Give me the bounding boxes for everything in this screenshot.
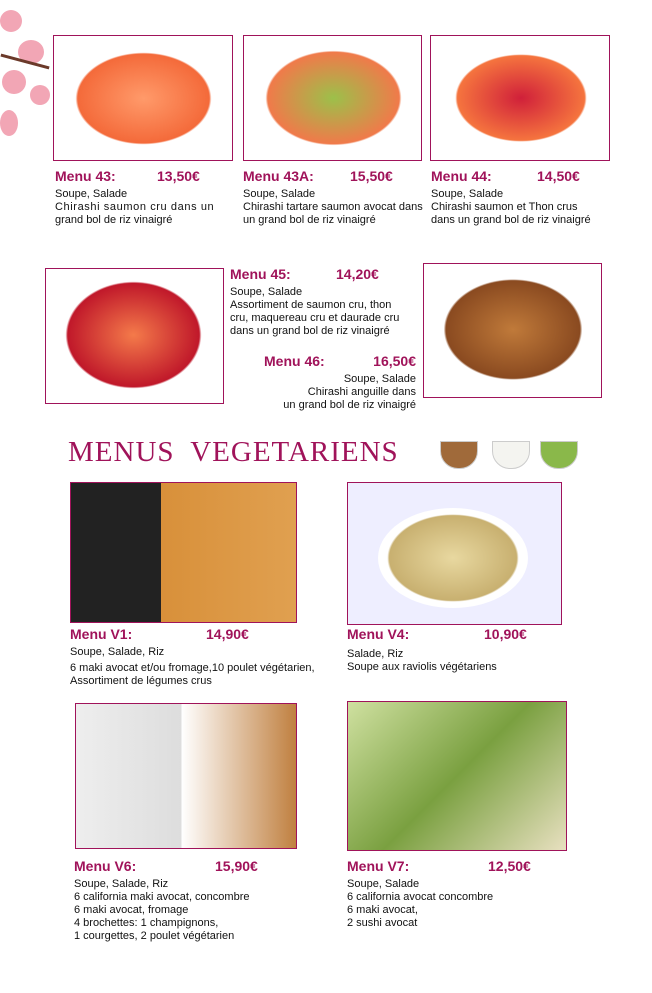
menu-46-photo	[423, 263, 602, 398]
menu-line: Salade, Riz	[347, 648, 404, 660]
menu-name: Menu V6:	[74, 858, 137, 874]
menu-v4-photo	[347, 482, 562, 625]
menu-item	[250, 355, 416, 412]
menu-name: Menu V4:	[347, 626, 410, 642]
menu-v7-photo	[347, 701, 567, 851]
menu-line: 4 brochettes: 1 champignons,	[74, 917, 219, 929]
menu-price: 13,50€	[157, 168, 200, 184]
menu-line: Soupe, Salade	[431, 188, 504, 200]
menu-price: 15,90€	[215, 858, 258, 874]
menu-line: Soupe, Salade, Riz	[70, 646, 165, 658]
section-title: MENUS VEGETARIENS	[68, 436, 399, 468]
menu-line: Chirashi saumon cru dans un	[55, 201, 215, 213]
menu-line: Chirashi anguille dans	[307, 386, 416, 398]
soup-bowl-icon	[440, 441, 478, 469]
rice-bowl-icon	[492, 441, 530, 469]
menu-price: 12,50€	[488, 858, 531, 874]
menu-v6-photo	[75, 703, 297, 849]
menu-name: Menu 45:	[230, 266, 291, 282]
menu-line: Soupe, Salade	[347, 878, 420, 890]
menu-line: Soupe, Salade	[230, 286, 303, 298]
menu-item	[431, 170, 616, 227]
menu-line: Assortiment de légumes crus	[70, 675, 212, 687]
menu-line: grand bol de riz vinaigré	[55, 214, 173, 226]
menu-name: Menu V7:	[347, 858, 410, 874]
menu-line: Soupe, Salade	[343, 373, 416, 385]
menu-line: Soupe, Salade	[55, 188, 128, 200]
menu-line: cru, maquereau cru et daurade cru	[230, 312, 400, 324]
menu-price: 14,50€	[537, 168, 580, 184]
menu-line: 6 california maki avocat, concombre	[74, 891, 250, 903]
menu-name: Menu 43:	[55, 168, 116, 184]
menu-line: un grand bol de riz vinaigré	[243, 214, 376, 226]
menu-line: Soupe, Salade, Riz	[74, 878, 169, 890]
menu-line: 6 maki avocat, fromage	[74, 904, 189, 916]
menu-45-photo	[45, 268, 224, 404]
menu-name: Menu 43A:	[243, 168, 314, 184]
menu-line: 6 maki avocat,	[347, 904, 418, 916]
menu-price: 10,90€	[484, 626, 527, 642]
menu-line: 2 sushi avocat	[347, 917, 418, 929]
menu-name: Menu 46:	[264, 353, 325, 369]
menu-line: dans un grand bol de riz vinaigré	[230, 325, 390, 337]
salad-bowl-icon	[540, 441, 578, 469]
menu-price: 14,90€	[206, 626, 249, 642]
menu-line: 6 california avocat concombre	[347, 891, 494, 903]
menu-line: Soupe, Salade	[243, 188, 316, 200]
menu-price: 15,50€	[350, 168, 393, 184]
menu-item	[347, 628, 567, 674]
menu-item	[347, 860, 567, 930]
menu-line: 1 courgettes, 2 poulet végétarien	[74, 930, 235, 942]
menu-line: Chirashi saumon et Thon crus	[431, 201, 578, 213]
menu-item	[74, 860, 314, 943]
menu-v1-photo	[70, 482, 297, 623]
menu-item	[243, 170, 428, 227]
menu-line: 6 maki avocat et/ou fromage,10 poulet végétarien,	[70, 662, 315, 674]
menu-43-photo	[53, 35, 233, 161]
menu-43a-photo	[243, 35, 422, 161]
menu-line: dans un grand bol de riz vinaigré	[431, 214, 591, 226]
menu-line: Soupe aux raviolis végétariens	[347, 661, 497, 673]
menu-line: Assortiment de saumon cru, thon	[230, 299, 392, 311]
menu-price: 16,50€	[373, 353, 416, 369]
menu-price: 14,20€	[336, 266, 379, 282]
menu-name: Menu V1:	[70, 626, 133, 642]
menu-44-photo	[430, 35, 610, 161]
menu-line: Chirashi tartare saumon avocat dans	[243, 201, 423, 213]
menu-item	[70, 628, 340, 688]
menu-line: un grand bol de riz vinaigré	[283, 399, 416, 411]
menu-item	[230, 268, 420, 338]
menu-item	[55, 170, 235, 227]
menu-name: Menu 44:	[431, 168, 492, 184]
